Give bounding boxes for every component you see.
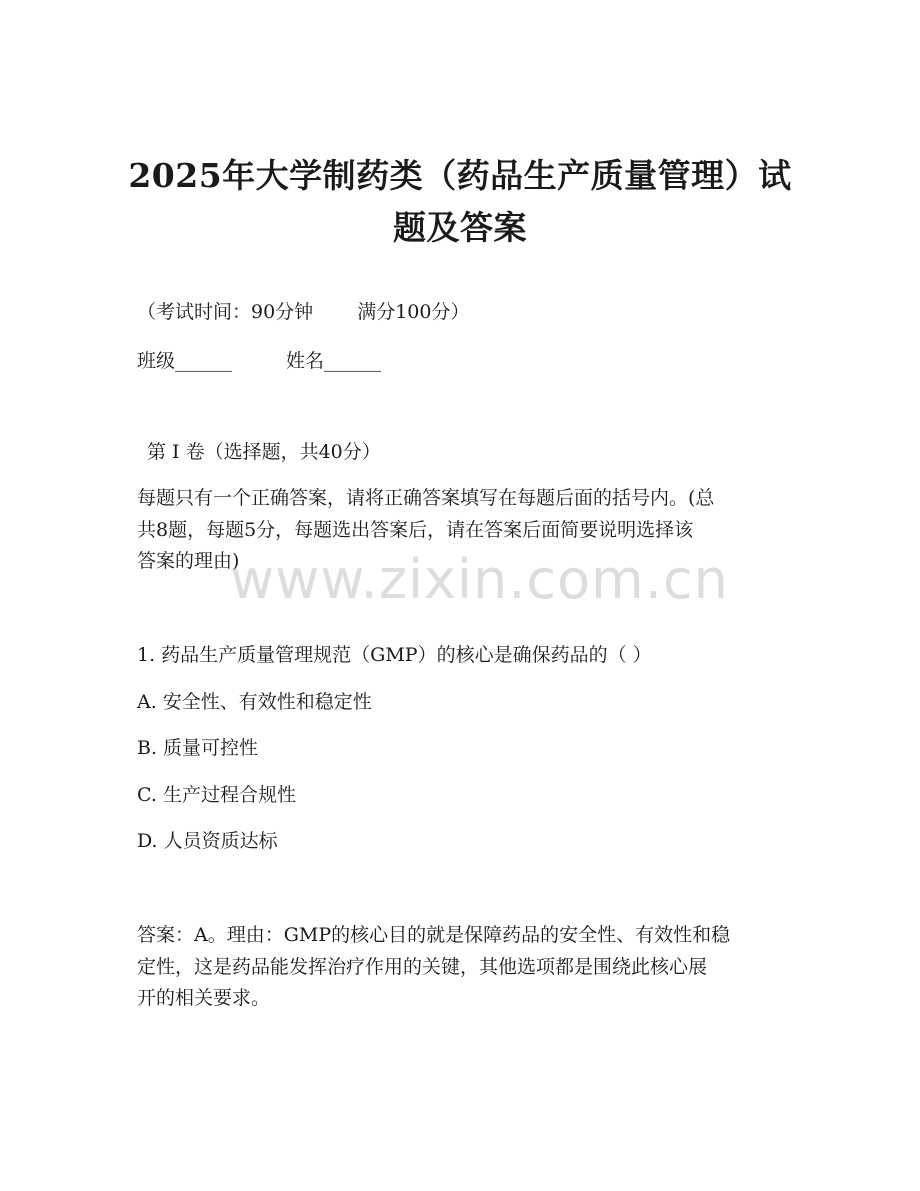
document-title-line1: 2025年大学制药类（药品生产质量管理）试 <box>128 156 792 195</box>
question-1-option-d: D. 人员资质达标 <box>137 830 278 852</box>
watermark: www.zixin.com.cn <box>230 548 729 611</box>
document-title-line2: 题及答案 <box>393 208 527 247</box>
answer-line: 答案：A。理由：GMP的核心目的就是保障药品的安全性、有效性和稳 <box>137 924 731 946</box>
question-1-stem: 1. 药品生产质量管理规范（GMP）的核心是确保药品的（ ） <box>137 644 652 666</box>
instructions-line: 共8题，每题5分，每题选出答案后，请在答案后面简要说明选择该 <box>137 518 694 541</box>
question-1-answer <box>137 920 787 1015</box>
question-1-option-a: A. 安全性、有效性和稳定性 <box>137 691 372 713</box>
answer-line: 开的相关要求。 <box>137 987 271 1009</box>
exam-score: 满分100分） <box>357 301 470 323</box>
section-heading: 第 I 卷（选择题，共40分） <box>147 441 381 463</box>
question-1-option-c: C. 生产过程合规性 <box>137 784 296 806</box>
student-info <box>137 347 787 375</box>
section-instructions <box>137 483 787 578</box>
exam-info <box>137 298 787 326</box>
instructions-line: 每题只有一个正确答案，请将正确答案填写在每题后面的括号内。(总 <box>137 487 715 509</box>
exam-time: （考试时间：90分钟 <box>137 301 314 323</box>
answer-line: 定性，这是药品能发挥治疗作用的关键，其他选项都是围绕此核心展 <box>137 955 708 978</box>
class-field: 班级______ <box>137 350 233 372</box>
question-1-option-b: B. 质量可控性 <box>137 737 259 759</box>
instructions-line: 答案的理由) <box>137 550 240 572</box>
name-field: 姓名______ <box>286 350 382 372</box>
